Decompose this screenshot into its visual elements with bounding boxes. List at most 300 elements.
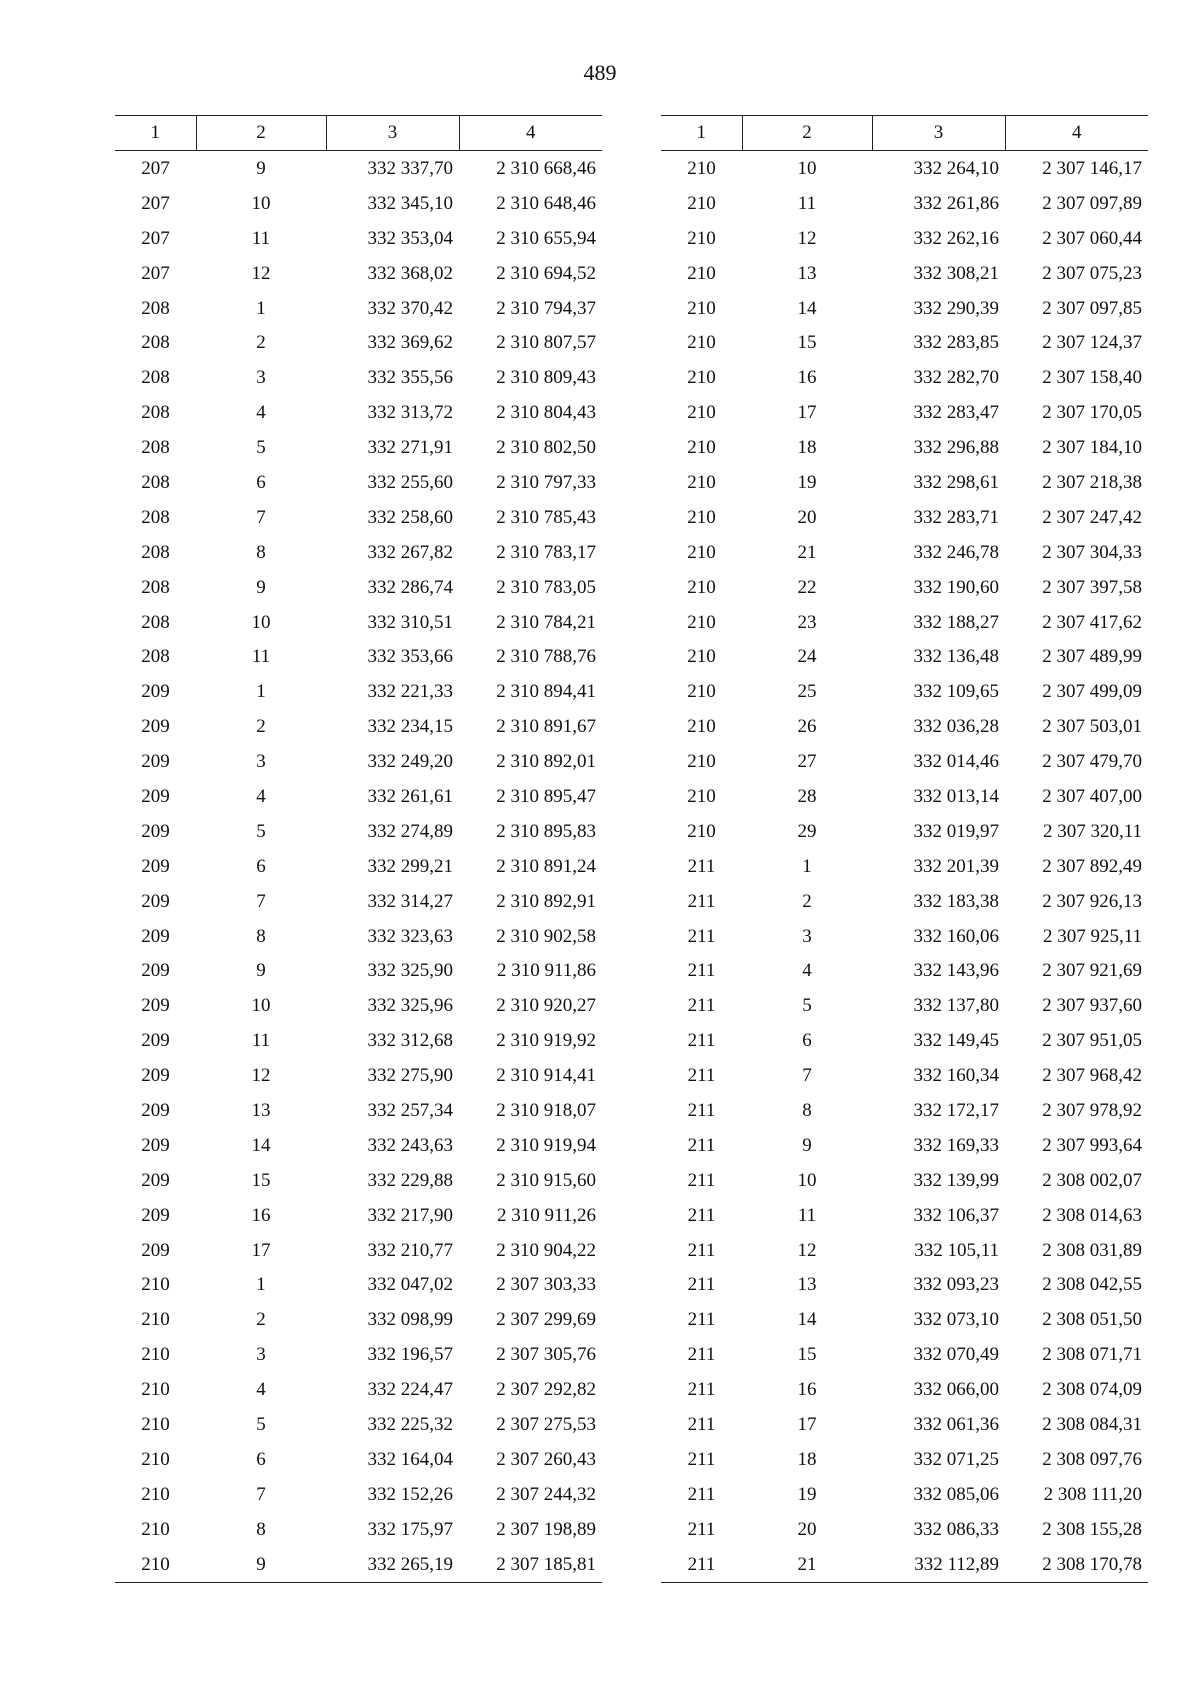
table-cell-col2: 20 bbox=[797, 506, 817, 528]
table-cell-col3: 332 139,99 bbox=[913, 1169, 999, 1191]
table-cell-col4: 2 307 260,43 bbox=[496, 1448, 596, 1470]
table-cell-col2: 18 bbox=[797, 1448, 817, 1470]
table-cell-col4: 2 307 993,64 bbox=[1042, 1134, 1142, 1156]
table-row bbox=[115, 779, 602, 814]
table-cell-col4: 2 308 097,76 bbox=[1042, 1448, 1142, 1470]
table-row bbox=[115, 1058, 602, 1093]
table-cell-col2: 16 bbox=[797, 367, 817, 389]
table-cell-col4: 2 307 075,23 bbox=[1042, 262, 1142, 284]
table-cell-col4: 2 310 892,01 bbox=[496, 751, 596, 773]
table-row bbox=[661, 325, 1148, 360]
table-cell-col1: 211 bbox=[687, 1309, 716, 1331]
table-row bbox=[115, 605, 602, 640]
table-cell-col2: 8 bbox=[256, 1518, 266, 1540]
table-cell-col3: 332 286,74 bbox=[367, 576, 453, 598]
table-cell-col4: 2 310 668,46 bbox=[496, 157, 596, 179]
table-row bbox=[115, 221, 602, 256]
table-cell-col1: 209 bbox=[141, 855, 170, 877]
table-cell-col2: 10 bbox=[251, 611, 271, 633]
table-cell-col2: 2 bbox=[802, 890, 812, 912]
table-cell-col4: 2 307 968,42 bbox=[1042, 1065, 1142, 1087]
table-cell-col1: 207 bbox=[141, 262, 170, 284]
table-row bbox=[115, 325, 602, 360]
table-cell-col3: 332 070,49 bbox=[913, 1344, 999, 1366]
table-cell-col3: 332 282,70 bbox=[913, 367, 999, 389]
table-cell-col3: 332 308,21 bbox=[913, 262, 999, 284]
table-cell-col4: 2 310 788,76 bbox=[496, 646, 596, 668]
table-cell-col1: 210 bbox=[687, 681, 716, 703]
table-cell-col3: 332 257,34 bbox=[367, 1099, 453, 1121]
table-row bbox=[115, 570, 602, 605]
table-body bbox=[115, 151, 602, 1583]
table-cell-col3: 332 283,71 bbox=[913, 506, 999, 528]
table-cell-col2: 7 bbox=[802, 1065, 812, 1087]
table-cell-col2: 18 bbox=[797, 437, 817, 459]
table-cell-col4: 2 310 891,24 bbox=[496, 855, 596, 877]
table-cell-col4: 2 307 218,38 bbox=[1042, 471, 1142, 493]
table-row bbox=[115, 291, 602, 326]
table-cell-col3: 332 073,10 bbox=[913, 1309, 999, 1331]
table-cell-col1: 210 bbox=[687, 716, 716, 738]
table-row bbox=[661, 605, 1148, 640]
table-cell-col3: 332 258,60 bbox=[367, 506, 453, 528]
table-row bbox=[115, 953, 602, 988]
table-cell-col2: 2 bbox=[256, 716, 266, 738]
table-cell-col4: 2 310 694,52 bbox=[496, 262, 596, 284]
table-row bbox=[661, 1128, 1148, 1163]
table-row bbox=[115, 1163, 602, 1198]
table-cell-col4: 2 310 919,94 bbox=[496, 1134, 596, 1156]
table-row bbox=[115, 1442, 602, 1477]
table-cell-col4: 2 307 247,42 bbox=[1042, 506, 1142, 528]
table-row bbox=[661, 744, 1148, 779]
table-cell-col4: 2 310 914,41 bbox=[496, 1065, 596, 1087]
table-cell-col1: 209 bbox=[141, 890, 170, 912]
table-cell-col3: 332 149,45 bbox=[913, 1030, 999, 1052]
table-cell-col3: 332 137,80 bbox=[913, 995, 999, 1017]
table-cell-col4: 2 308 071,71 bbox=[1042, 1344, 1142, 1366]
table-cell-col4: 2 310 802,50 bbox=[496, 437, 596, 459]
table-cell-col2: 15 bbox=[797, 332, 817, 354]
table-cell-col3: 332 368,02 bbox=[367, 262, 453, 284]
table-cell-col1: 210 bbox=[687, 785, 716, 807]
table-cell-col1: 210 bbox=[687, 367, 716, 389]
table-cell-col1: 209 bbox=[141, 1099, 170, 1121]
column-header-1: 1 bbox=[661, 116, 742, 151]
table-cell-col4: 2 308 014,63 bbox=[1042, 1204, 1142, 1226]
table-cell-col1: 208 bbox=[141, 402, 170, 424]
table-cell-col3: 332 143,96 bbox=[913, 960, 999, 982]
header-row bbox=[661, 116, 1148, 151]
table-cell-col4: 2 308 042,55 bbox=[1042, 1274, 1142, 1296]
table-cell-col1: 210 bbox=[687, 157, 716, 179]
table-cell-col1: 209 bbox=[141, 1134, 170, 1156]
table-cell-col1: 210 bbox=[687, 332, 716, 354]
table-cell-col1: 210 bbox=[687, 227, 716, 249]
table-cell-col3: 332 172,17 bbox=[913, 1099, 999, 1121]
table-cell-col3: 332 249,20 bbox=[367, 751, 453, 773]
table-cell-col4: 2 308 002,07 bbox=[1042, 1169, 1142, 1191]
table-cell-col4: 2 308 111,20 bbox=[1043, 1483, 1142, 1505]
table-cell-col4: 2 310 915,60 bbox=[496, 1169, 596, 1191]
table-cell-col3: 332 325,90 bbox=[367, 960, 453, 982]
column-header-3: 3 bbox=[326, 116, 459, 151]
table-cell-col1: 210 bbox=[687, 437, 716, 459]
table-cell-col3: 332 066,00 bbox=[913, 1379, 999, 1401]
table-cell-col2: 5 bbox=[802, 995, 812, 1017]
table-cell-col2: 17 bbox=[797, 1414, 817, 1435]
table-row bbox=[115, 814, 602, 849]
table-cell-col1: 208 bbox=[141, 611, 170, 633]
table-cell-col2: 20 bbox=[797, 1518, 817, 1540]
table-cell-col3: 332 085,06 bbox=[913, 1483, 999, 1505]
table-cell-col1: 210 bbox=[141, 1483, 170, 1505]
table-row bbox=[115, 1233, 602, 1268]
table-cell-col4: 2 310 783,17 bbox=[496, 541, 596, 563]
column-header-2: 2 bbox=[196, 116, 326, 151]
table-row bbox=[115, 1547, 602, 1582]
table-cell-col4: 2 307 417,62 bbox=[1042, 611, 1142, 633]
table-cell-col4: 2 307 299,69 bbox=[496, 1309, 596, 1331]
table-cell-col3: 332 217,90 bbox=[367, 1204, 453, 1226]
table-cell-col2: 13 bbox=[797, 262, 817, 284]
table-row bbox=[115, 1372, 602, 1407]
table-cell-col1: 211 bbox=[687, 925, 716, 947]
table-row bbox=[115, 1337, 602, 1372]
table-cell-col3: 332 370,42 bbox=[367, 297, 453, 319]
table-row bbox=[661, 1337, 1148, 1372]
table-cell-col3: 332 112,89 bbox=[872, 1547, 1005, 1582]
table-row bbox=[115, 884, 602, 919]
table-cell-col4: 2 310 783,05 bbox=[496, 576, 596, 598]
table-cell-col4: 2 307 951,05 bbox=[1042, 1030, 1142, 1052]
table-cell-col3: 332 098,99 bbox=[367, 1309, 453, 1331]
table-cell-col2: 8 bbox=[802, 1099, 812, 1121]
table-row bbox=[661, 674, 1148, 709]
table-cell-col2: 8 bbox=[256, 541, 266, 563]
table-cell-col3: 332 246,78 bbox=[913, 541, 999, 563]
table-cell-col4: 2 310 891,67 bbox=[496, 716, 596, 738]
table-cell-col4: 2 310 784,21 bbox=[496, 611, 596, 633]
table-row bbox=[115, 744, 602, 779]
table-row bbox=[115, 500, 602, 535]
table-cell-col2: 4 bbox=[256, 402, 266, 424]
table-row bbox=[661, 1302, 1148, 1337]
table-cell-col2: 17 bbox=[797, 402, 817, 424]
table-cell-col4: 2 310 919,92 bbox=[496, 1030, 596, 1052]
table-row bbox=[661, 221, 1148, 256]
table-cell-col4: 2 308 155,28 bbox=[1042, 1518, 1142, 1540]
table-cell-col1: 211 bbox=[687, 1518, 716, 1540]
table-row bbox=[661, 186, 1148, 221]
table-cell-col4: 2 307 397,58 bbox=[1042, 576, 1142, 598]
table-cell-col1: 211 bbox=[687, 1483, 716, 1505]
table-cell-col2: 6 bbox=[256, 471, 266, 493]
table-row bbox=[115, 256, 602, 291]
table-cell-col1: 210 bbox=[687, 611, 716, 633]
table-row bbox=[661, 1547, 1148, 1582]
table-cell-col3: 332 014,46 bbox=[913, 751, 999, 773]
table-cell-col1: 209 bbox=[141, 925, 170, 947]
table-cell-col3: 332 013,14 bbox=[913, 785, 999, 807]
table-cell-col1: 211 bbox=[687, 1030, 716, 1052]
table-cell-col1: 210 bbox=[687, 402, 716, 424]
table-cell-col3: 332 298,61 bbox=[913, 471, 999, 493]
table-cell-col4: 2 307 499,09 bbox=[1042, 681, 1142, 703]
table-cell-col1: 209 bbox=[141, 1239, 170, 1261]
table-cell-col4: 2 307 503,01 bbox=[1042, 716, 1142, 738]
table-cell-col4: 2 310 911,26 bbox=[496, 1204, 596, 1226]
table-cell-col3: 332 283,47 bbox=[913, 402, 999, 424]
table-cell-col2: 19 bbox=[797, 1483, 817, 1505]
table-cell-col4: 2 307 097,85 bbox=[1042, 297, 1142, 319]
table-row bbox=[115, 639, 602, 674]
table-cell-col4: 2 307 170,05 bbox=[1042, 402, 1142, 424]
table-cell-col1: 209 bbox=[141, 1030, 170, 1052]
table-cell-col1: 210 bbox=[141, 1414, 170, 1435]
table-cell-col3: 332 243,63 bbox=[367, 1134, 453, 1156]
table-cell-col2: 11 bbox=[251, 646, 271, 668]
table-cell-col4: 2 307 978,92 bbox=[1042, 1099, 1142, 1121]
table-cell-col3: 332 271,91 bbox=[367, 437, 453, 459]
table-cell-col4: 2 310 809,43 bbox=[496, 367, 596, 389]
table-cell-col1: 211 bbox=[687, 890, 716, 912]
table-cell-col4: 2 307 937,60 bbox=[1042, 995, 1142, 1017]
table-cell-col4: 2 308 051,50 bbox=[1042, 1309, 1142, 1331]
table-row bbox=[115, 1302, 602, 1337]
table-cell-col1: 209 bbox=[141, 820, 170, 842]
column-header-4: 4 bbox=[459, 116, 602, 151]
table-row bbox=[115, 1023, 602, 1058]
table-cell-col3: 332 106,37 bbox=[913, 1204, 999, 1226]
table-cell-col2: 10 bbox=[797, 157, 817, 179]
table-row bbox=[115, 1512, 602, 1547]
table-cell-col3: 332 261,86 bbox=[913, 192, 999, 214]
table-cell-col3: 332 210,77 bbox=[367, 1239, 453, 1261]
table-row bbox=[115, 674, 602, 709]
table-cell-col4: 2 310 895,47 bbox=[496, 785, 596, 807]
table-cell-col2: 3 bbox=[802, 925, 812, 947]
table-cell-col1: 211 bbox=[687, 1379, 716, 1401]
table-cell-col2: 5 bbox=[256, 820, 266, 842]
table-cell-col3: 332 061,36 bbox=[913, 1414, 999, 1435]
table-cell-col3: 332 152,26 bbox=[367, 1483, 453, 1505]
table-cell-col1: 211 bbox=[687, 1099, 716, 1121]
table-cell-col2: 9 bbox=[256, 960, 266, 982]
table-row bbox=[661, 360, 1148, 395]
table-cell-col1: 210 bbox=[115, 1547, 196, 1582]
table-cell-col3: 332 109,65 bbox=[913, 681, 999, 703]
table-row bbox=[661, 1477, 1148, 1512]
table-cell-col2: 5 bbox=[256, 1414, 266, 1435]
table-cell-col2: 3 bbox=[256, 751, 266, 773]
table-row bbox=[661, 151, 1148, 186]
table-row bbox=[661, 814, 1148, 849]
column-header-1: 1 bbox=[115, 116, 196, 151]
table-body bbox=[661, 151, 1148, 1583]
table-cell-col2: 27 bbox=[797, 751, 817, 773]
table-cell-col1: 207 bbox=[141, 192, 170, 214]
table-cell-col1: 211 bbox=[687, 1065, 716, 1087]
table-cell-col4: 2 310 794,37 bbox=[496, 297, 596, 319]
table-row bbox=[661, 1163, 1148, 1198]
table-cell-col2: 14 bbox=[797, 297, 817, 319]
table-row bbox=[115, 1477, 602, 1512]
table-cell-col3: 332 262,16 bbox=[913, 227, 999, 249]
table-row bbox=[115, 709, 602, 744]
table-cell-col4: 2 310 918,07 bbox=[496, 1099, 596, 1121]
table-row bbox=[661, 779, 1148, 814]
table-cell-col3: 332 314,27 bbox=[367, 890, 453, 912]
table-row bbox=[661, 1442, 1148, 1477]
coordinate-table-right bbox=[661, 115, 1148, 1583]
table-cell-col1: 210 bbox=[687, 471, 716, 493]
table-cell-col2: 11 bbox=[797, 1204, 817, 1226]
table-cell-col3: 332 136,48 bbox=[913, 646, 999, 668]
table-cell-col2: 25 bbox=[797, 681, 817, 703]
table-cell-col1: 208 bbox=[141, 332, 170, 354]
table-cell-col2: 29 bbox=[797, 820, 817, 842]
table-cell-col3: 332 093,23 bbox=[913, 1274, 999, 1296]
table-cell-col2: 19 bbox=[797, 471, 817, 493]
table-cell-col3: 332 160,34 bbox=[913, 1065, 999, 1087]
table-cell-col2: 7 bbox=[256, 506, 266, 528]
table-row bbox=[115, 430, 602, 465]
table-cell-col4: 2 307 185,81 bbox=[459, 1547, 602, 1582]
table-cell-col1: 211 bbox=[687, 1204, 716, 1226]
table-cell-col3: 332 229,88 bbox=[367, 1169, 453, 1191]
table-cell-col2: 10 bbox=[251, 192, 271, 214]
table-cell-col1: 208 bbox=[141, 576, 170, 598]
table-cell-col2: 3 bbox=[256, 367, 266, 389]
table-cell-col1: 209 bbox=[141, 960, 170, 982]
table-cell-col4: 2 307 925,11 bbox=[1042, 925, 1142, 947]
table-row bbox=[661, 849, 1148, 884]
table-cell-col1: 208 bbox=[141, 297, 170, 319]
table-cell-col3: 332 183,38 bbox=[913, 890, 999, 912]
column-header-4: 4 bbox=[1005, 116, 1148, 151]
table-cell-col2: 22 bbox=[797, 576, 817, 598]
table-cell-col4: 2 307 097,89 bbox=[1042, 192, 1142, 214]
table-row bbox=[115, 151, 602, 186]
table-cell-col1: 208 bbox=[141, 506, 170, 528]
table-cell-col4: 2 307 489,99 bbox=[1042, 646, 1142, 668]
table-cell-col3: 332 190,60 bbox=[913, 576, 999, 598]
table-cell-col3: 332 019,97 bbox=[913, 820, 999, 842]
table-cell-col4: 2 310 655,94 bbox=[496, 227, 596, 249]
table-cell-col2: 7 bbox=[256, 890, 266, 912]
table-cell-col2: 12 bbox=[251, 262, 271, 284]
table-cell-col2: 23 bbox=[797, 611, 817, 633]
table-row bbox=[661, 430, 1148, 465]
table-cell-col2: 11 bbox=[251, 1030, 271, 1052]
table-cell-col3: 332 369,62 bbox=[367, 332, 453, 354]
table-cell-col3: 332 164,04 bbox=[367, 1448, 453, 1470]
table-cell-col4: 2 308 031,89 bbox=[1042, 1239, 1142, 1261]
table-cell-col2: 6 bbox=[802, 1030, 812, 1052]
table-cell-col4: 2 307 926,13 bbox=[1042, 890, 1142, 912]
table-cell-col2: 9 bbox=[196, 1547, 326, 1582]
table-cell-col4: 2 307 921,69 bbox=[1042, 960, 1142, 982]
table-cell-col4: 2 310 904,22 bbox=[496, 1239, 596, 1261]
table-cell-col3: 332 160,06 bbox=[913, 925, 999, 947]
table-cell-col1: 210 bbox=[141, 1379, 170, 1401]
table-cell-col4: 2 307 124,37 bbox=[1042, 332, 1142, 354]
page-number: 489 bbox=[583, 60, 617, 85]
table-cell-col1: 211 bbox=[687, 960, 716, 982]
table-cell-col3: 332 299,21 bbox=[367, 855, 453, 877]
table-cell-col3: 332 275,90 bbox=[367, 1065, 453, 1087]
table-cell-col1: 210 bbox=[141, 1309, 170, 1331]
table-cell-col4: 2 307 303,33 bbox=[496, 1274, 596, 1296]
table-cell-col1: 211 bbox=[687, 1344, 716, 1366]
table-cell-col2: 15 bbox=[251, 1169, 271, 1191]
table-cell-col1: 209 bbox=[141, 681, 170, 703]
table-cell-col2: 1 bbox=[256, 297, 266, 319]
table-cell-col2: 12 bbox=[797, 227, 817, 249]
table-row bbox=[115, 465, 602, 500]
table-cell-col2: 10 bbox=[251, 995, 271, 1017]
table-row bbox=[661, 988, 1148, 1023]
table-cell-col3: 332 290,39 bbox=[913, 297, 999, 319]
table-cell-col1: 211 bbox=[687, 1239, 716, 1261]
table-cell-col1: 210 bbox=[141, 1344, 170, 1366]
table-cell-col3: 332 265,19 bbox=[326, 1547, 459, 1582]
table-cell-col4: 2 307 320,11 bbox=[1042, 820, 1142, 842]
table-cell-col1: 207 bbox=[141, 227, 170, 249]
table-row bbox=[115, 988, 602, 1023]
table-cell-col4: 2 307 060,44 bbox=[1042, 227, 1142, 249]
table-cell-col1: 208 bbox=[141, 646, 170, 668]
table-cell-col3: 332 261,61 bbox=[367, 785, 453, 807]
table-cell-col1: 211 bbox=[687, 995, 716, 1017]
table-cell-col4: 2 307 292,82 bbox=[496, 1379, 596, 1401]
table-cell-col3: 332 188,27 bbox=[913, 611, 999, 633]
table-cell-col4: 2 310 920,27 bbox=[496, 995, 596, 1017]
table-cell-col2: 21 bbox=[742, 1547, 872, 1582]
table-cell-col1: 210 bbox=[687, 192, 716, 214]
table-row bbox=[661, 1198, 1148, 1233]
header-row bbox=[115, 116, 602, 151]
table-cell-col2: 3 bbox=[256, 1344, 266, 1366]
table-cell-col2: 11 bbox=[251, 227, 271, 249]
table-cell-col4: 2 307 198,89 bbox=[496, 1518, 596, 1540]
table-cell-col4: 2 307 146,17 bbox=[1042, 157, 1142, 179]
table-cell-col2: 8 bbox=[256, 925, 266, 947]
table-cell-col1: 210 bbox=[687, 820, 716, 842]
table-cell-col2: 9 bbox=[256, 576, 266, 598]
table-cell-col4: 2 307 275,53 bbox=[496, 1414, 596, 1435]
table-cell-col2: 1 bbox=[802, 855, 812, 877]
table-cell-col1: 210 bbox=[687, 262, 716, 284]
table-cell-col1: 210 bbox=[687, 506, 716, 528]
table-cell-col4: 2 310 797,33 bbox=[496, 471, 596, 493]
table-cell-col3: 332 355,56 bbox=[367, 367, 453, 389]
table-cell-col2: 11 bbox=[797, 192, 817, 214]
table-row bbox=[661, 256, 1148, 291]
table-cell-col2: 9 bbox=[256, 157, 266, 179]
table-cell-col3: 332 224,47 bbox=[367, 1379, 453, 1401]
table-cell-col4: 2 310 892,91 bbox=[496, 890, 596, 912]
table-cell-col2: 9 bbox=[802, 1134, 812, 1156]
table-cell-col1: 209 bbox=[141, 1169, 170, 1191]
table-cell-col4: 2 307 407,00 bbox=[1042, 785, 1142, 807]
table-cell-col3: 332 169,33 bbox=[913, 1134, 999, 1156]
table-cell-col2: 6 bbox=[256, 1448, 266, 1470]
column-header-2: 2 bbox=[742, 116, 872, 151]
table-cell-col3: 332 255,60 bbox=[367, 471, 453, 493]
table-cell-col4: 2 308 084,31 bbox=[1042, 1414, 1142, 1435]
